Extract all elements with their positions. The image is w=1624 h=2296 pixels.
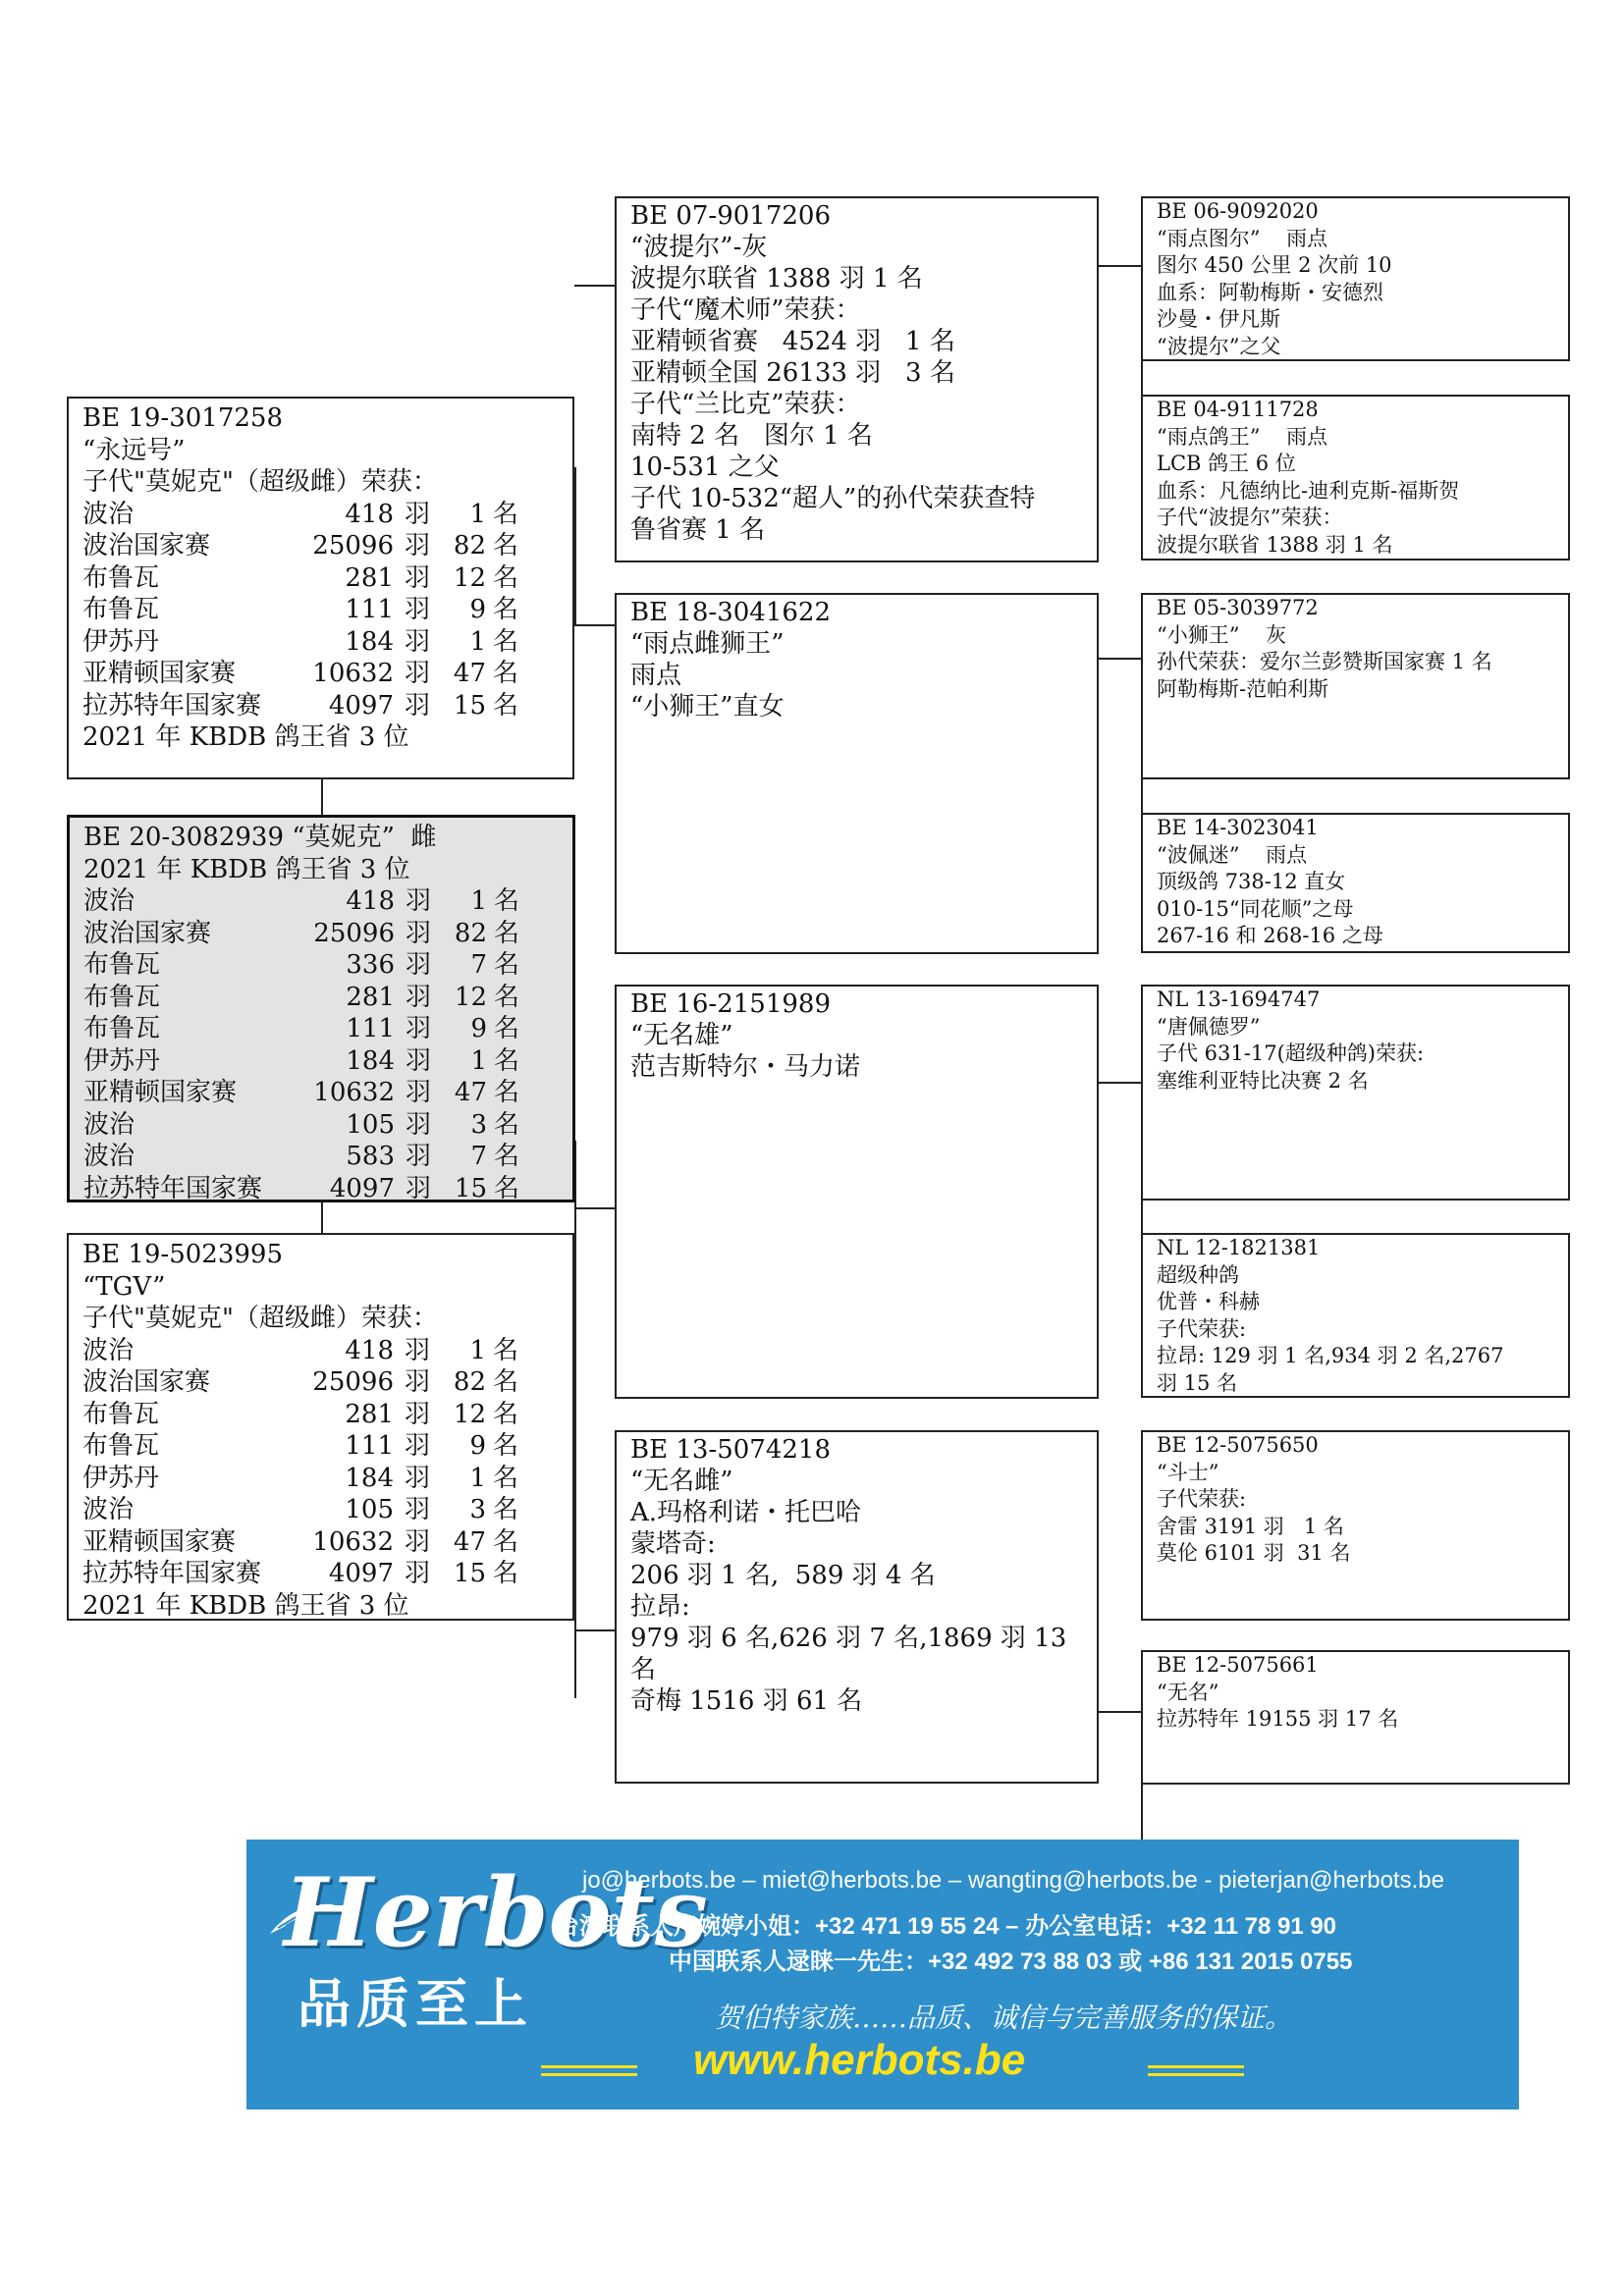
placing: 47 <box>453 1526 486 1557</box>
place-suffix: 名 <box>493 982 519 1012</box>
pedigree-line: 沙曼・伊凡斯 <box>1157 307 1280 331</box>
placing: 9 <box>469 1431 486 1461</box>
entry-count: 10632 <box>312 659 394 688</box>
placing: 9 <box>470 1014 487 1043</box>
entry-count: 184 <box>345 1463 394 1493</box>
ring-number: BE 19-5023995 <box>82 1240 284 1269</box>
pedigree-line: 子代“波提尔”荣获： <box>1157 506 1343 529</box>
pedigree-line: 亚精顿全国 26133 羽 3 名 <box>630 358 955 388</box>
unit-label: 羽 <box>404 626 430 657</box>
offspring-intro: 子代"莫妮克"（超级雌）荣获： <box>82 1304 438 1333</box>
connector <box>574 1629 616 1631</box>
entry-count: 281 <box>346 982 395 1012</box>
sire-sire-sire-box <box>1141 196 1570 361</box>
placing: 15 <box>453 1559 486 1588</box>
place-suffix: 名 <box>492 1495 518 1524</box>
race-name: 波治 <box>82 499 135 529</box>
place-suffix: 名 <box>492 1335 518 1365</box>
pedigree-line: 优普・科赫 <box>1157 1290 1260 1313</box>
entry-count: 281 <box>345 1399 394 1429</box>
place-suffix: 名 <box>492 1463 518 1493</box>
contact-banner <box>246 1840 1519 2109</box>
email-line: jo@herbots.be – miet@herbots.be – wangting@herbots.be - pieterjan@herbots.be <box>582 1867 1444 1894</box>
entry-count: 10632 <box>312 1526 394 1557</box>
unit-label: 羽 <box>404 1431 430 1461</box>
pedigree-line: 范吉斯特尔・马力诺 <box>630 1052 861 1082</box>
divider <box>541 2065 637 2068</box>
pedigree-line: “斗士” <box>1157 1460 1219 1484</box>
entry-count: 25096 <box>312 1367 394 1397</box>
entry-count: 4097 <box>328 1559 394 1588</box>
pedigree-line: 亚精顿省赛 4524 羽 1 名 <box>630 327 955 356</box>
website-link[interactable]: www.herbots.be <box>693 2036 1026 2084</box>
herbots-logo: Herbots <box>284 1857 708 1968</box>
unit-label: 羽 <box>405 1014 431 1043</box>
pedigree-line: 子代荣获: <box>1157 1487 1247 1511</box>
pedigree-line: 羽 15 名 <box>1157 1370 1238 1395</box>
divider <box>1148 2073 1244 2076</box>
pedigree-line: 塞维利亚特比决赛 2 名 <box>1157 1068 1369 1093</box>
entry-count: 281 <box>345 562 394 593</box>
pedigree-line: 拉昂: 129 羽 1 名,934 羽 2 名,2767 <box>1157 1344 1504 1367</box>
unit-label: 羽 <box>405 982 431 1012</box>
placing: 7 <box>470 950 487 980</box>
connector <box>574 285 616 287</box>
result-row <box>82 1526 559 1559</box>
pedigree-line: 奇梅 1516 羽 61 名 <box>630 1686 863 1716</box>
award-line: 2021 年 KBDB 鸽王省 3 位 <box>83 854 410 884</box>
results-list <box>82 499 559 722</box>
placing: 12 <box>453 562 486 593</box>
offspring-intro: 子代"莫妮克"（超级雌）荣获： <box>82 467 438 497</box>
pedigree-line: 10-531 之父 <box>630 453 780 482</box>
place-suffix: 名 <box>493 886 519 916</box>
place-suffix: 名 <box>492 1559 518 1588</box>
entry-count: 336 <box>346 950 395 980</box>
entry-count: 25096 <box>313 918 395 948</box>
result-row <box>82 1430 559 1463</box>
unit-label: 羽 <box>404 1367 430 1397</box>
unit-label: 羽 <box>405 918 431 948</box>
sire-sire-dam-box <box>1141 395 1570 561</box>
taiwan-contact: 台湾联系人卢婉婷小姐：+32 471 19 55 24 – 办公室电话：+32 11 78 91 90 <box>556 1913 1337 1940</box>
race-name: 波治国家赛 <box>82 1367 211 1397</box>
connector <box>321 775 323 817</box>
dam-box <box>67 1233 574 1621</box>
entry-count: 4097 <box>328 690 394 721</box>
results-list <box>83 885 559 1204</box>
entry-count: 184 <box>345 626 394 657</box>
placing: 1 <box>469 1335 486 1365</box>
pedigree-line: 拉苏特年 19155 羽 17 名 <box>1157 1707 1399 1731</box>
china-contact: 中国联系人逯睐一先生：+32 492 73 88 03 或 +86 131 2015 0755 <box>669 1949 1353 1975</box>
result-row <box>83 918 559 950</box>
pedigree-line: 名 <box>630 1655 657 1684</box>
ring-number: BE 12-5075661 <box>1157 1653 1319 1677</box>
unit-label: 羽 <box>404 659 430 688</box>
award-line: 2021 年 KBDB 鸽王省 3 位 <box>82 722 409 752</box>
dam-dam-dam-box <box>1141 1650 1570 1785</box>
result-row <box>82 1399 559 1431</box>
pedigree-line: 蒙塔奇: <box>630 1529 716 1559</box>
unit-label: 羽 <box>405 886 431 916</box>
unit-label: 羽 <box>404 595 430 624</box>
divider <box>1148 2065 1244 2068</box>
place-suffix: 名 <box>492 1399 518 1429</box>
result-row <box>83 1045 559 1078</box>
unit-label: 羽 <box>404 1335 430 1365</box>
unit-label: 羽 <box>405 950 431 980</box>
pigeon-name: “TGV” <box>82 1271 166 1302</box>
result-row <box>82 1366 559 1399</box>
entry-count: 418 <box>345 1335 394 1365</box>
placing: 12 <box>453 1399 486 1429</box>
unit-label: 羽 <box>404 1463 430 1493</box>
placing: 15 <box>454 1173 487 1203</box>
race-name: 布鲁瓦 <box>83 950 161 980</box>
entry-count: 418 <box>346 886 395 916</box>
result-row <box>82 1494 559 1526</box>
ring-number: BE 12-5075650 <box>1157 1433 1319 1457</box>
unit-label: 羽 <box>404 562 430 593</box>
ring-number: BE 14-3023041 <box>1157 816 1319 839</box>
pedigree-line: “无名” <box>1157 1680 1219 1704</box>
pedigree-line: 子代“魔术师”荣获： <box>630 295 861 325</box>
race-name: 波治国家赛 <box>82 531 211 561</box>
ring-number: BE 18-3041622 <box>630 598 832 627</box>
placing: 47 <box>453 659 486 688</box>
pedigree-line: “雨点图尔” 雨点 <box>1157 226 1328 250</box>
pedigree-line: 舍雷 3191 羽 1 名 <box>1157 1514 1344 1538</box>
pedigree-line: “波佩迷” 雨点 <box>1157 842 1308 867</box>
slogan: 贺伯特家族……品质、诚信与完善服务的保证。 <box>715 2002 1293 2034</box>
place-suffix: 名 <box>492 499 518 529</box>
placing: 1 <box>470 1045 487 1076</box>
unit-label: 羽 <box>404 531 430 561</box>
result-row <box>83 1077 559 1109</box>
race-name: 布鲁瓦 <box>83 982 161 1012</box>
place-suffix: 名 <box>492 690 518 721</box>
pedigree-line: “无名雌” <box>630 1467 733 1496</box>
pedigree-line: “小狮王”直女 <box>630 692 785 721</box>
unit-label: 羽 <box>405 1173 431 1203</box>
place-suffix: 名 <box>492 1431 518 1461</box>
pedigree-line: 子代“兰比克”荣获： <box>630 390 861 419</box>
result-row <box>82 562 559 595</box>
results-list <box>82 1335 559 1590</box>
place-suffix: 名 <box>493 950 519 980</box>
pedigree-line: 拉昂: <box>630 1592 690 1622</box>
ring-number: BE 07-9017206 <box>630 201 832 231</box>
race-name: 亚精顿国家赛 <box>82 1526 237 1557</box>
place-suffix: 名 <box>492 1367 518 1397</box>
connector <box>574 624 616 626</box>
pedigree-line: “雨点雌狮王” <box>630 629 785 659</box>
entry-count: 111 <box>345 595 394 624</box>
pedigree-line: 子代荣获: <box>1157 1316 1247 1341</box>
pedigree-line: 子代 10-532“超人”的孙代荣获查特 <box>630 484 1036 513</box>
placing: 3 <box>469 1495 486 1524</box>
race-name: 波治 <box>83 1142 135 1171</box>
pedigree-line: 超级种鸽 <box>1157 1262 1239 1287</box>
result-row <box>82 658 559 690</box>
result-row <box>82 499 559 531</box>
ring-number: BE 05-3039772 <box>1157 596 1319 619</box>
race-name: 布鲁瓦 <box>82 1431 160 1461</box>
unit-label: 羽 <box>404 690 430 721</box>
place-suffix: 名 <box>493 1173 519 1203</box>
unit-label: 羽 <box>404 1495 430 1524</box>
connector <box>574 1207 616 1209</box>
pedigree-line: 206 羽 1 名, 589 羽 4 名 <box>630 1561 936 1590</box>
pedigree-line: 波提尔联省 1388 羽 1 名 <box>1157 532 1393 557</box>
place-suffix: 名 <box>492 562 518 593</box>
result-row <box>82 690 559 722</box>
connector <box>1098 265 1141 267</box>
placing: 1 <box>469 626 486 657</box>
result-row <box>83 1013 559 1045</box>
pedigree-line: “雨点鸽王” 雨点 <box>1157 424 1328 449</box>
divider <box>541 2073 637 2076</box>
result-row <box>82 594 559 626</box>
dam-dam-box <box>615 1430 1099 1784</box>
placing: 1 <box>469 499 486 529</box>
place-suffix: 名 <box>492 1526 518 1557</box>
pedigree-line: 孙代荣获：爱尔兰彭赞斯国家赛 1 名 <box>1157 650 1492 673</box>
placing: 82 <box>453 1367 486 1397</box>
pedigree-line: 鲁省赛 1 名 <box>630 515 766 545</box>
race-name: 亚精顿国家赛 <box>82 659 237 688</box>
unit-label: 羽 <box>404 1399 430 1429</box>
race-name: 波治国家赛 <box>83 918 212 948</box>
pedigree-line: 010-15“同花顺”之母 <box>1157 896 1354 921</box>
sire-dam-sire-box <box>1141 593 1570 779</box>
connector <box>1098 1711 1141 1713</box>
entry-count: 4097 <box>329 1173 395 1203</box>
result-row <box>82 1463 559 1495</box>
sire-dam-box <box>615 593 1099 954</box>
place-suffix: 名 <box>492 659 518 688</box>
entry-count: 184 <box>346 1045 395 1076</box>
unit-label: 羽 <box>405 1078 431 1107</box>
result-row <box>83 1173 559 1205</box>
sire-box <box>67 397 574 779</box>
race-name: 拉苏特年国家赛 <box>83 1173 263 1203</box>
pedigree-line: 雨点 <box>630 661 682 690</box>
result-row <box>83 982 559 1014</box>
pigeon-name: “永远号” <box>82 435 186 465</box>
ring-number: BE 16-2151989 <box>630 989 832 1019</box>
pedigree-line: 阿勒梅斯-范帕利斯 <box>1157 676 1329 701</box>
result-row <box>83 1141 559 1173</box>
connector <box>321 1200 323 1233</box>
place-suffix: 名 <box>493 1078 519 1107</box>
race-name: 波治 <box>83 1109 135 1140</box>
ring-number: BE 04-9111728 <box>1157 398 1319 421</box>
race-name: 波治 <box>83 886 135 916</box>
sire-sire-box <box>615 196 1099 562</box>
pedigree-line: 波提尔联省 1388 羽 1 名 <box>630 264 923 294</box>
dam-sire-box <box>615 985 1099 1399</box>
result-row <box>82 1558 559 1590</box>
ring-number: NL 13-1694747 <box>1157 988 1321 1011</box>
race-name: 波治 <box>82 1335 135 1365</box>
unit-label: 羽 <box>405 1045 431 1076</box>
connector <box>574 467 576 624</box>
pedigree-line: A.玛格利诺・托巴哈 <box>630 1498 862 1527</box>
pedigree-line: 267-16 和 268-16 之母 <box>1157 924 1383 947</box>
pedigree-line: “波提尔”之父 <box>1157 334 1281 358</box>
placing: 82 <box>453 531 486 561</box>
entry-count: 105 <box>345 1495 394 1524</box>
dam-sire-dam-box <box>1141 1233 1570 1398</box>
place-suffix: 名 <box>492 531 518 561</box>
pedigree-line: 血系：阿勒梅斯・安德烈 <box>1157 280 1383 304</box>
dam-dam-sire-box <box>1141 1430 1570 1621</box>
subject-box <box>67 815 575 1202</box>
race-name: 布鲁瓦 <box>83 1014 161 1043</box>
unit-label: 羽 <box>404 1526 430 1557</box>
result-row <box>83 885 559 918</box>
place-suffix: 名 <box>493 1014 519 1043</box>
entry-count: 418 <box>345 499 394 529</box>
placing: 7 <box>470 1142 487 1171</box>
sire-dam-dam-box <box>1141 813 1570 953</box>
unit-label: 羽 <box>404 1559 430 1588</box>
result-row <box>83 949 559 982</box>
pedigree-line: 血系：凡德纳比-迪利克斯-福斯贺 <box>1157 478 1460 503</box>
unit-label: 羽 <box>405 1142 431 1171</box>
placing: 3 <box>470 1109 487 1140</box>
connector <box>1098 658 1141 660</box>
race-name: 伊苏丹 <box>82 626 160 657</box>
race-name: 波治 <box>82 1495 135 1524</box>
pedigree-line: 979 羽 6 名,626 羽 7 名,1869 羽 13 <box>630 1624 1067 1653</box>
entry-count: 25096 <box>312 531 394 561</box>
race-name: 布鲁瓦 <box>82 1399 160 1429</box>
pedigree-line: “无名雄” <box>630 1021 733 1050</box>
pedigree-line: “小狮王” 灰 <box>1157 622 1287 647</box>
pedigree-line: LCB 鸽王 6 位 <box>1157 452 1296 475</box>
race-name: 亚精顿国家赛 <box>83 1078 238 1107</box>
place-suffix: 名 <box>493 918 519 948</box>
race-name: 伊苏丹 <box>82 1463 160 1493</box>
placing: 47 <box>454 1078 487 1107</box>
pedigree-line: 莫伦 6101 羽 31 名 <box>1157 1541 1351 1565</box>
connector <box>574 1141 576 1698</box>
pedigree-line: 图尔 450 公里 2 次前 10 <box>1157 253 1392 277</box>
tagline: 品质至上 <box>298 1973 533 2035</box>
entry-count: 111 <box>346 1014 395 1043</box>
entry-count: 583 <box>346 1142 395 1171</box>
entry-count: 10632 <box>313 1078 395 1107</box>
place-suffix: 名 <box>492 595 518 624</box>
placing: 15 <box>453 690 486 721</box>
pedigree-line: “波提尔”-灰 <box>630 233 768 262</box>
subject-header: BE 20-3082939 “莫妮克” 雌 <box>83 823 437 852</box>
entry-count: 111 <box>345 1431 394 1461</box>
race-name: 伊苏丹 <box>83 1045 161 1076</box>
race-name: 布鲁瓦 <box>82 562 160 593</box>
place-suffix: 名 <box>493 1045 519 1076</box>
pedigree-line: “唐佩德罗” <box>1157 1014 1261 1039</box>
award-line: 2021 年 KBDB 鸽王省 3 位 <box>82 1590 409 1621</box>
race-name: 拉苏特年国家赛 <box>82 1559 262 1588</box>
place-suffix: 名 <box>492 626 518 657</box>
ring-number: BE 19-3017258 <box>82 403 284 433</box>
pedigree-line: 子代 631-17(超级种鸽)荣获: <box>1157 1041 1425 1065</box>
place-suffix: 名 <box>493 1109 519 1140</box>
unit-label: 羽 <box>405 1109 431 1140</box>
race-name: 布鲁瓦 <box>82 595 160 624</box>
result-row <box>82 530 559 562</box>
result-row <box>82 1335 559 1367</box>
place-suffix: 名 <box>493 1142 519 1171</box>
dam-sire-sire-box <box>1141 985 1570 1201</box>
unit-label: 羽 <box>404 499 430 529</box>
placing: 12 <box>454 982 487 1012</box>
ring-number: BE 13-5074218 <box>630 1435 832 1465</box>
placing: 1 <box>470 886 487 916</box>
placing: 9 <box>469 595 486 624</box>
result-row <box>82 626 559 659</box>
race-name: 拉苏特年国家赛 <box>82 690 262 721</box>
pedigree-line: 顶级鸽 738-12 直女 <box>1157 870 1346 893</box>
placing: 82 <box>454 918 487 948</box>
entry-count: 105 <box>346 1109 395 1140</box>
pedigree-line: 南特 2 名 图尔 1 名 <box>630 421 873 451</box>
ring-number: BE 06-9092020 <box>1157 199 1319 223</box>
ring-number: NL 12-1821381 <box>1157 1236 1321 1259</box>
result-row <box>83 1109 559 1142</box>
placing: 1 <box>469 1463 486 1493</box>
connector <box>1098 1082 1141 1084</box>
